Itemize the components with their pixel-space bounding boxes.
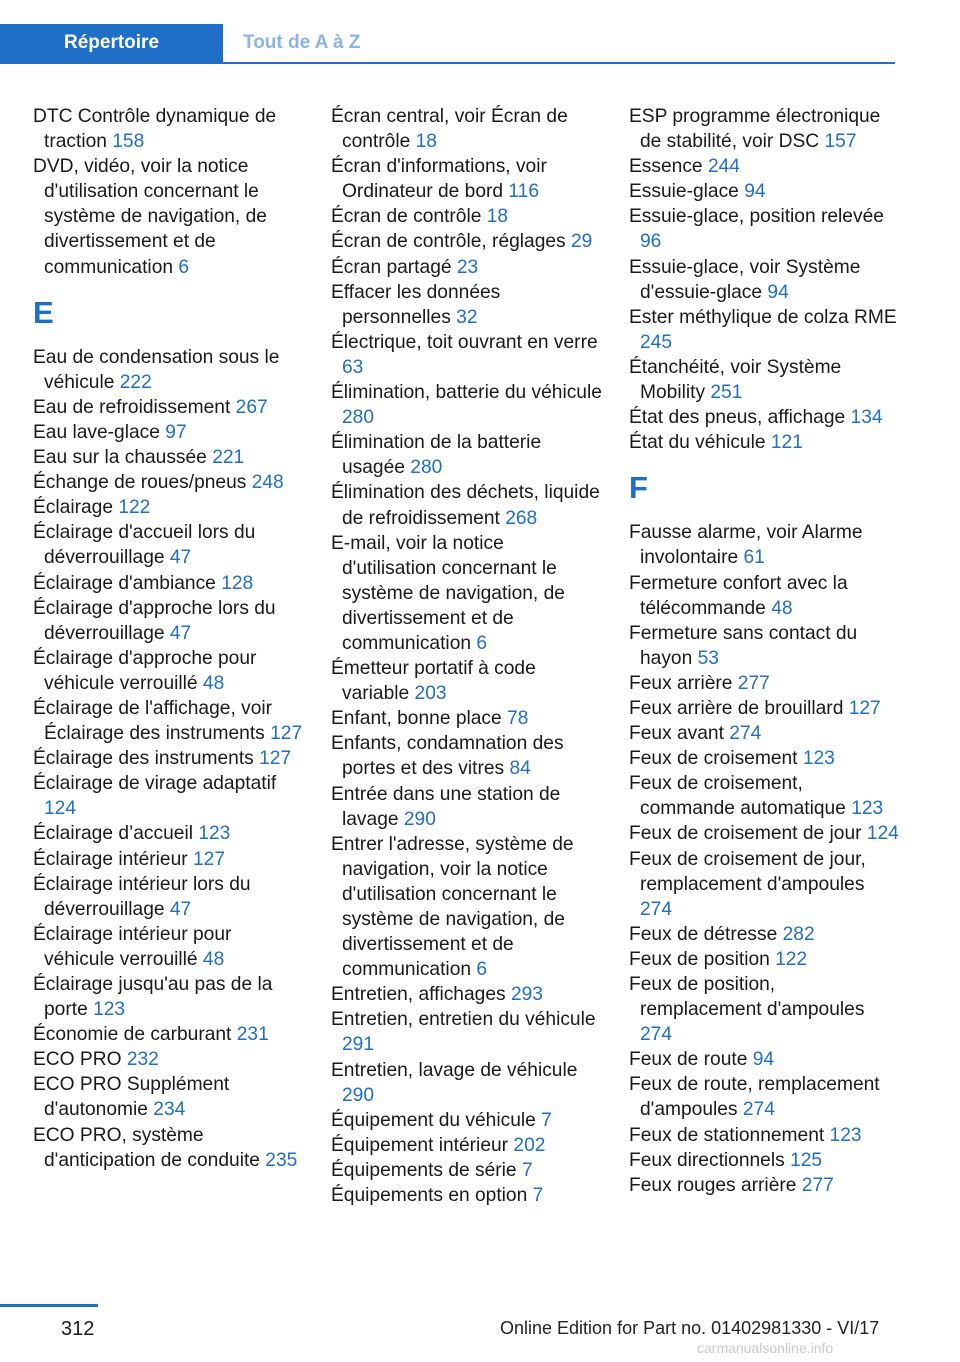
index-entry-text: Eau sur la chaussée: [33, 447, 207, 469]
index-entry: [331, 706, 603, 731]
page-reference-link[interactable]: 63: [342, 356, 364, 378]
index-entry-text: Éclairage d'approche lors du déverrouillage: [33, 597, 276, 644]
page-reference-link[interactable]: 23: [456, 256, 479, 278]
index-entry: [33, 395, 305, 420]
index-entry: [629, 255, 901, 305]
index-entry: [33, 445, 305, 470]
index-entry-text: Fermeture confort avec la télécommande: [629, 572, 848, 619]
page-reference-link[interactable]: 231: [236, 1024, 269, 1046]
index-entry: [33, 345, 305, 395]
index-entry-text: ESP programme électronique de stabilité, voir DSC: [629, 106, 881, 153]
page-reference-link[interactable]: 274: [742, 1099, 775, 1121]
index-entry-text: Éclairage jusqu'au pas de la porte: [33, 974, 273, 1021]
index-entry: [331, 154, 603, 204]
index-entry-text: Feux de croisement de jour: [629, 823, 862, 845]
index-entry-text: ECO PRO: [33, 1049, 122, 1071]
index-entry-text: Enfants, condamnation des portes et des vitres: [331, 733, 564, 780]
index-entry: [331, 480, 603, 530]
index-entry-text: Enfant, bonne place: [331, 708, 502, 730]
index-entry: [33, 1072, 305, 1122]
page-reference-link[interactable]: 18: [415, 131, 437, 153]
section-letter: F: [629, 470, 648, 506]
index-entry-text: État des pneus, affichage: [629, 407, 846, 429]
index-entry: [629, 1072, 901, 1122]
index-entry-text: Feux arrière de brouillard: [629, 697, 844, 719]
index-entry: [33, 495, 305, 520]
index-entry: [33, 696, 305, 746]
index-entry-text: DTC Contrôle dynamique de traction: [33, 106, 277, 153]
index-entry-text: Entretien, entretien du véhicule: [331, 1009, 596, 1031]
page-reference-link[interactable]: 7: [532, 1185, 544, 1207]
index-entry: [629, 179, 901, 204]
index-entry: [629, 671, 901, 696]
index-entry-text: Fermeture sans contact du hayon: [629, 622, 858, 669]
page-reference-link[interactable]: 61: [743, 547, 765, 569]
index-entry: [33, 847, 305, 872]
page-reference-link[interactable]: 128: [221, 572, 254, 594]
index-entry: [629, 746, 901, 771]
index-entry: [33, 1123, 305, 1173]
index-entry: [33, 872, 305, 922]
page-reference-link[interactable]: 274: [640, 898, 673, 920]
page-reference-link[interactable]: 53: [697, 647, 719, 669]
index-entry: [331, 832, 603, 983]
page-reference-link[interactable]: 6: [178, 256, 190, 278]
page-reference-link[interactable]: 235: [265, 1149, 298, 1171]
index-entry-text: Économie de carburant: [33, 1024, 232, 1046]
index-entry: [629, 972, 901, 1047]
page-reference-link[interactable]: 222: [119, 371, 152, 393]
page-reference-link[interactable]: 127: [259, 748, 292, 770]
index-entry-text: Essuie-glace, voir Système d'essuie-glace: [629, 256, 861, 303]
index-entry: [331, 1108, 603, 1133]
page-reference-link[interactable]: 232: [126, 1049, 159, 1071]
index-entry-text: Feux de position, remplacement d'ampoules: [629, 974, 865, 1021]
page-reference-link[interactable]: 293: [510, 984, 543, 1006]
page-reference-link[interactable]: 268: [505, 507, 538, 529]
index-entry-text: Éclairage intérieur: [33, 848, 188, 870]
page-reference-link[interactable]: 123: [851, 798, 884, 820]
page-reference-link[interactable]: 157: [824, 131, 857, 153]
index-entry-text: Feux de croisement de jour, remplacement d'ampoules: [629, 848, 866, 895]
page-number-rule: [0, 1304, 98, 1307]
index-entry-text: Entrer l'adresse, système de navigation, voir la notice d'utilisation concernant le système de navigation, de divertissement et de communication: [331, 833, 574, 981]
index-entry: [331, 1058, 603, 1108]
index-entry-text: Essence: [629, 156, 703, 178]
section-letter: E: [33, 294, 54, 330]
index-entry: [33, 596, 305, 646]
index-entry: [33, 646, 305, 696]
page-reference-link[interactable]: 123: [829, 1124, 862, 1146]
page-number: 312: [61, 1318, 95, 1340]
index-entry-text: Écran de contrôle: [331, 206, 482, 228]
index-entry: [33, 1047, 305, 1072]
page-reference-link[interactable]: 48: [202, 948, 225, 970]
index-entry: [331, 380, 603, 430]
page-reference-link[interactable]: 47: [169, 622, 192, 644]
index-entry: [33, 746, 305, 771]
page-reference-link[interactable]: 125: [790, 1149, 823, 1171]
index-entry-text: Feux de croisement: [629, 748, 798, 770]
index-entry-text: Éclairage de virage adaptatif: [33, 773, 277, 795]
index-entry: [33, 520, 305, 570]
page-reference-link[interactable]: 280: [410, 457, 443, 479]
index-entry-text: Élimination, batterie du véhicule: [331, 382, 602, 404]
page-reference-link[interactable]: 96: [640, 231, 662, 253]
page-reference-link[interactable]: 29: [571, 231, 593, 253]
page-reference-link[interactable]: 78: [507, 708, 529, 730]
index-entry: [629, 1047, 901, 1072]
index-entry-text: Éclairage d'accueil lors du déverrouillage: [33, 522, 256, 569]
index-entry: [33, 972, 305, 1022]
index-entry: [629, 430, 901, 455]
page-reference-link[interactable]: 221: [212, 447, 245, 469]
index-entry-text: Éclairage intérieur pour véhicule verrouillé: [33, 923, 232, 970]
index-entry-text: ECO PRO Supplément d'autonomie: [33, 1074, 230, 1121]
index-column-2: [331, 104, 603, 1208]
index-entry-text: Éclairage intérieur lors du déverrouillage: [33, 873, 251, 920]
index-entry: [629, 947, 901, 972]
index-column-3: [629, 104, 901, 1198]
page-reference-link[interactable]: 158: [112, 131, 145, 153]
index-entry-text: Écran d'informations, voir Ordinateur de bord: [331, 156, 547, 203]
page-reference-link[interactable]: 48: [771, 597, 793, 619]
index-entry: [331, 280, 603, 330]
page-reference-link[interactable]: 123: [198, 823, 231, 845]
page-reference-link[interactable]: 127: [270, 723, 303, 745]
index-entry: [331, 204, 603, 229]
index-entry: [629, 821, 901, 846]
index-entry-text: Feux rouges arrière: [629, 1174, 797, 1196]
page-reference-link[interactable]: 267: [235, 396, 268, 418]
index-entry: [33, 821, 305, 846]
page-reference-link[interactable]: 274: [729, 723, 762, 745]
page-reference-link[interactable]: 277: [737, 672, 770, 694]
index-entry: [331, 229, 603, 254]
index-entry: [331, 656, 603, 706]
tab-repertoire[interactable]: Répertoire: [0, 24, 223, 62]
index-entry-text: Éclairage: [33, 497, 113, 519]
index-entry-text: Feux de route: [629, 1049, 748, 1071]
index-entry: [629, 571, 901, 621]
index-entry-text: Feux de détresse: [629, 923, 778, 945]
page-reference-link[interactable]: 47: [169, 898, 192, 920]
index-entry-text: Ester méthylique de colza RME: [629, 306, 897, 328]
page-reference-link[interactable]: 122: [118, 497, 151, 519]
page-reference-link[interactable]: 6: [476, 959, 488, 981]
page-reference-link[interactable]: 127: [193, 848, 226, 870]
index-entry: [331, 330, 603, 380]
index-entry: [331, 982, 603, 1007]
index-entry-text: Fausse alarme, voir Alarme involontaire: [629, 522, 863, 569]
index-entry-text: Feux avant: [629, 723, 724, 745]
index-entry-text: Eau lave-glace: [33, 421, 160, 443]
index-entry: [331, 1133, 603, 1158]
index-entry-text: Élimination de la batterie usagée: [331, 432, 542, 479]
top-tab-bar: [0, 24, 895, 64]
watermark: carmanualsonline.info: [697, 1340, 834, 1356]
index-entry-text: Étanchéité, voir Système Mobility: [629, 356, 842, 404]
index-entry: [629, 847, 901, 922]
index-entry-text: Eau de condensation sous le véhicule: [33, 346, 280, 393]
index-entry-text: Équipements en option: [331, 1185, 528, 1207]
page-reference-link[interactable]: 277: [801, 1174, 834, 1196]
index-entry: [33, 771, 305, 821]
index-entry-text: Écran central, voir Écran de contrôle: [331, 106, 568, 153]
index-entry: [33, 420, 305, 445]
index-entry: [629, 355, 901, 405]
page-reference-link[interactable]: 291: [342, 1034, 375, 1056]
page-reference-link[interactable]: 290: [342, 1084, 375, 1106]
index-entry: [629, 1148, 901, 1173]
index-entry-text: Éclairage d’accueil: [33, 823, 193, 845]
index-entry: [629, 520, 901, 570]
page-reference-link[interactable]: 47: [169, 547, 192, 569]
index-entry: [331, 430, 603, 480]
index-entry-text: Entretien, affichages: [331, 984, 506, 1006]
index-entry-text: Échange de roues/pneus: [33, 472, 247, 494]
index-entry: [331, 731, 603, 781]
index-entry-text: DVD, vidéo, voir la notice d'utilisation concernant le système de navigation, de divertissement et de communication: [33, 156, 267, 278]
page-reference-link[interactable]: 124: [866, 823, 899, 845]
index-entry: [629, 696, 901, 721]
page-reference-link[interactable]: 6: [476, 632, 488, 654]
page-reference-link[interactable]: 248: [251, 472, 284, 494]
page-reference-link[interactable]: 127: [848, 697, 881, 719]
index-entry: [629, 1123, 901, 1148]
index-entry-text: E-mail, voir la notice d'utilisation concernant le système de navigation, de divertissement et de communication: [331, 532, 565, 654]
page-reference-link[interactable]: 234: [153, 1099, 186, 1121]
page-reference-link[interactable]: 7: [521, 1159, 533, 1181]
index-entry: [33, 104, 305, 154]
page-reference-link[interactable]: 94: [744, 181, 766, 203]
index-entry-text: Feux de croisement, commande automatique: [629, 773, 846, 820]
page-reference-link[interactable]: 244: [707, 156, 740, 178]
page-reference-link[interactable]: 116: [508, 181, 539, 203]
index-entry-text: Essuie-glace: [629, 181, 739, 203]
page-reference-link[interactable]: 203: [414, 683, 447, 705]
index-entry-text: Éclairage de l'affichage, voir Éclairage des instruments: [33, 697, 273, 745]
index-entry-text: Effacer les données personnelles: [331, 281, 501, 328]
page-reference-link[interactable]: 18: [486, 206, 509, 228]
page-reference-link[interactable]: 282: [782, 923, 815, 945]
index-entry: [629, 305, 901, 355]
tab-tout-de-a-a-z[interactable]: Tout de A à Z: [243, 32, 361, 53]
page-reference-link[interactable]: 7: [541, 1109, 552, 1131]
index-entry-text: Feux de route, remplacement d'ampoules: [629, 1074, 880, 1121]
index-entry: [331, 104, 603, 154]
index-entry: [629, 621, 901, 671]
page-reference-link[interactable]: 274: [640, 1024, 673, 1046]
index-entry-text: Éclairage des instruments: [33, 748, 254, 770]
index-entry-text: ECO PRO, système d'anticipation de conduite: [33, 1124, 260, 1171]
index-entry-text: Entrée dans une station de lavage: [331, 783, 561, 830]
page-reference-link[interactable]: 123: [93, 999, 126, 1021]
page-reference-link[interactable]: 48: [202, 672, 225, 694]
page-reference-link[interactable]: 202: [513, 1134, 546, 1156]
edition-footer: Online Edition for Part no. 01402981330 - VI/17: [500, 1318, 880, 1338]
page-reference-link[interactable]: 123: [802, 748, 835, 770]
index-entry: [629, 721, 901, 746]
index-entry-text: Eau de refroidissement: [33, 396, 231, 418]
index-entry-text: Éclairage d'approche pour véhicule verrouillé: [33, 647, 257, 694]
index-entry-text: Écran partagé: [331, 256, 452, 278]
index-entry: [629, 154, 901, 179]
index-entry: [331, 255, 603, 280]
index-entry: [33, 154, 305, 279]
index-entry: [33, 470, 305, 495]
index-entry-text: Essuie-glace, position relevée: [629, 206, 884, 228]
index-entry: [33, 922, 305, 972]
index-entry-text: Équipement du véhicule: [331, 1109, 536, 1131]
page-reference-link[interactable]: 280: [342, 407, 375, 429]
index-entry-text: Entretien, lavage de véhicule: [331, 1059, 578, 1081]
index-entry-text: Éclairage d'ambiance: [33, 572, 216, 594]
page-reference-link[interactable]: 290: [403, 808, 436, 830]
index-column-1: [33, 104, 305, 1173]
index-entry: [331, 782, 603, 832]
index-entry: [331, 531, 603, 656]
page-reference-link[interactable]: 121: [770, 432, 803, 454]
page-reference-link[interactable]: 134: [850, 407, 883, 429]
page-reference-link[interactable]: 84: [509, 758, 531, 780]
index-entry-text: Émetteur portatif à code variable: [331, 658, 536, 705]
index-entry: [629, 771, 901, 821]
index-entry: [629, 1173, 901, 1198]
page-reference-link[interactable]: 94: [767, 281, 789, 303]
index-entry: [33, 1022, 305, 1047]
index-entry: [629, 104, 901, 154]
index-entry-text: État du véhicule: [629, 432, 766, 454]
page-reference-link[interactable]: 122: [775, 948, 808, 970]
index-entry: [331, 1007, 603, 1057]
page-reference-link[interactable]: 32: [456, 306, 478, 328]
index-entry: [629, 405, 901, 430]
index-entry: [331, 1183, 603, 1208]
page-reference-link[interactable]: 97: [165, 421, 187, 443]
index-entry-text: Élimination des déchets, liquide de refroidissement: [331, 482, 600, 529]
page-reference-link[interactable]: 124: [44, 798, 77, 820]
index-entry-text: Feux arrière: [629, 672, 733, 694]
page-reference-link[interactable]: 94: [752, 1049, 775, 1071]
index-entry-text: Écran de contrôle, réglages: [331, 231, 566, 253]
index-entry-text: Feux directionnels: [629, 1149, 785, 1171]
index-entry: [629, 204, 901, 254]
index-entry: [331, 1158, 603, 1183]
index-entry-text: Électrique, toit ouvrant en verre: [331, 331, 598, 353]
index-entry-text: Feux de position: [629, 948, 770, 970]
index-entry-text: Équipement intérieur: [331, 1134, 509, 1156]
index-entry-text: Feux de stationnement: [629, 1124, 825, 1146]
index-entry-text: Équipements de série: [331, 1159, 517, 1181]
index-entry: [629, 922, 901, 947]
page-reference-link[interactable]: 251: [710, 382, 743, 404]
index-entry: [33, 571, 305, 596]
page-reference-link[interactable]: 245: [640, 331, 673, 353]
